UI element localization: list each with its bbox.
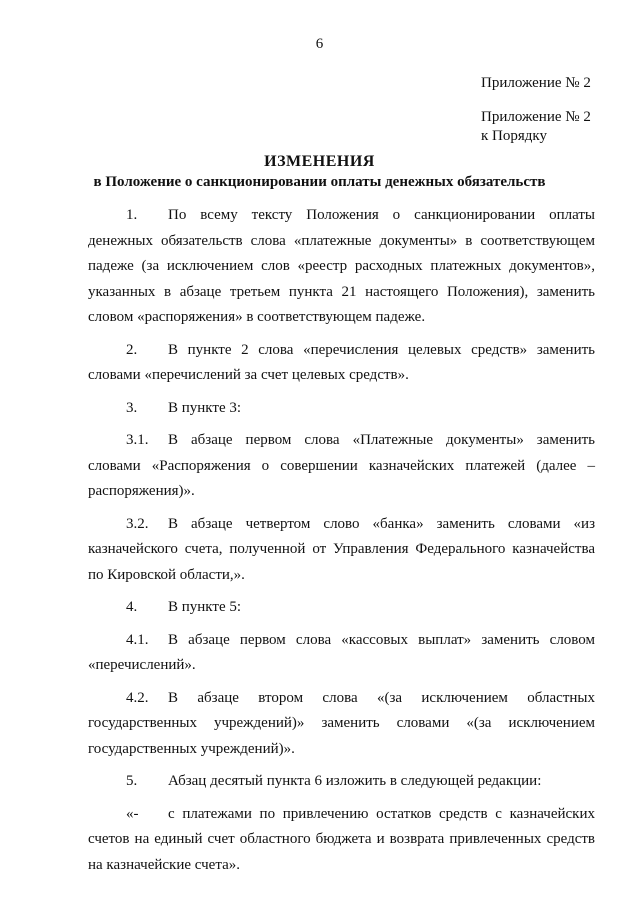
- paragraph-number: «-: [126, 805, 139, 822]
- document-title: ИЗМЕНЕНИЯ: [264, 153, 375, 170]
- paragraph-3: [88, 396, 595, 422]
- paragraph-4: [88, 595, 595, 621]
- paragraph-text: По всему тексту Положения о санкционировании оплаты денежных обязательств слова «платежные документы» в соответствующем падеже (за исключением слов «реестр расходных платежных документов», указанных в абзаце третьем пункта 21 настоящего Положения), заменить словом «распоряжения» в соответствующем падеже.: [88, 207, 595, 325]
- paragraph-text: В пункте 2 слова «перечисления целевых средств» заменить словами «перечислений за счет целевых средств».: [88, 341, 595, 383]
- page-number: 6: [315, 36, 324, 52]
- paragraph-4-1: [88, 628, 595, 679]
- paragraph-number: 4.2.: [126, 689, 149, 706]
- appendix-label-order: к Порядку: [481, 128, 547, 144]
- paragraph-text: Абзац десятый пункта 6 изложить в следующей редакции:: [168, 773, 542, 789]
- paragraph-5: [88, 769, 595, 795]
- paragraph-text: В абзаце четвертом слово «банка» заменить словами «из казначейского счета, полученной от Управления Федерального казначейства по Кировской области,».: [88, 515, 595, 583]
- document-subtitle: в Положение о санкционировании оплаты денежных обязательств: [93, 174, 546, 190]
- paragraph-text: с платежами по привлечению остатков средств с казначейских счетов на единый счет областного бюджета и возврата привлеченных средств на казначейские счета».: [88, 805, 595, 873]
- paragraph-quote: [88, 802, 595, 879]
- paragraph-number: 3.: [126, 399, 138, 416]
- document-body: [88, 203, 595, 885]
- paragraph-number: 5.: [126, 773, 138, 789]
- paragraph-2: [88, 338, 595, 389]
- paragraph-3-2: [88, 512, 595, 589]
- paragraph-number: 2.: [126, 341, 138, 358]
- paragraph-3-1: [88, 428, 595, 505]
- paragraph-number: 3.2.: [126, 515, 149, 532]
- paragraph-number: 1.: [126, 207, 138, 223]
- paragraph-number: 4.: [126, 599, 138, 615]
- paragraph-text: В абзаце первом слова «кассовых выплат» заменить словом «перечислений».: [88, 631, 595, 673]
- paragraph-text: В абзаце первом слова «Платежные документы» заменить словами «Распоряжения о совершении казначейских платежей (далее – распоряжения)».: [88, 432, 595, 499]
- paragraph-text: В пункте 3:: [168, 399, 242, 416]
- paragraph-number: 4.1.: [126, 631, 149, 648]
- paragraph-text: В абзаце втором слова «(за исключением областных государственных учреждений)» заменить словами «(за исключением государственных учреждений)».: [88, 689, 595, 757]
- paragraph-text: В пункте 5:: [168, 599, 242, 615]
- paragraph-number: 3.1.: [126, 432, 149, 448]
- appendix-label-top: Приложение № 2: [481, 75, 591, 91]
- appendix-label-second: Приложение № 2: [481, 109, 591, 125]
- paragraph-4-2: [88, 686, 595, 763]
- paragraph-1: [88, 203, 595, 331]
